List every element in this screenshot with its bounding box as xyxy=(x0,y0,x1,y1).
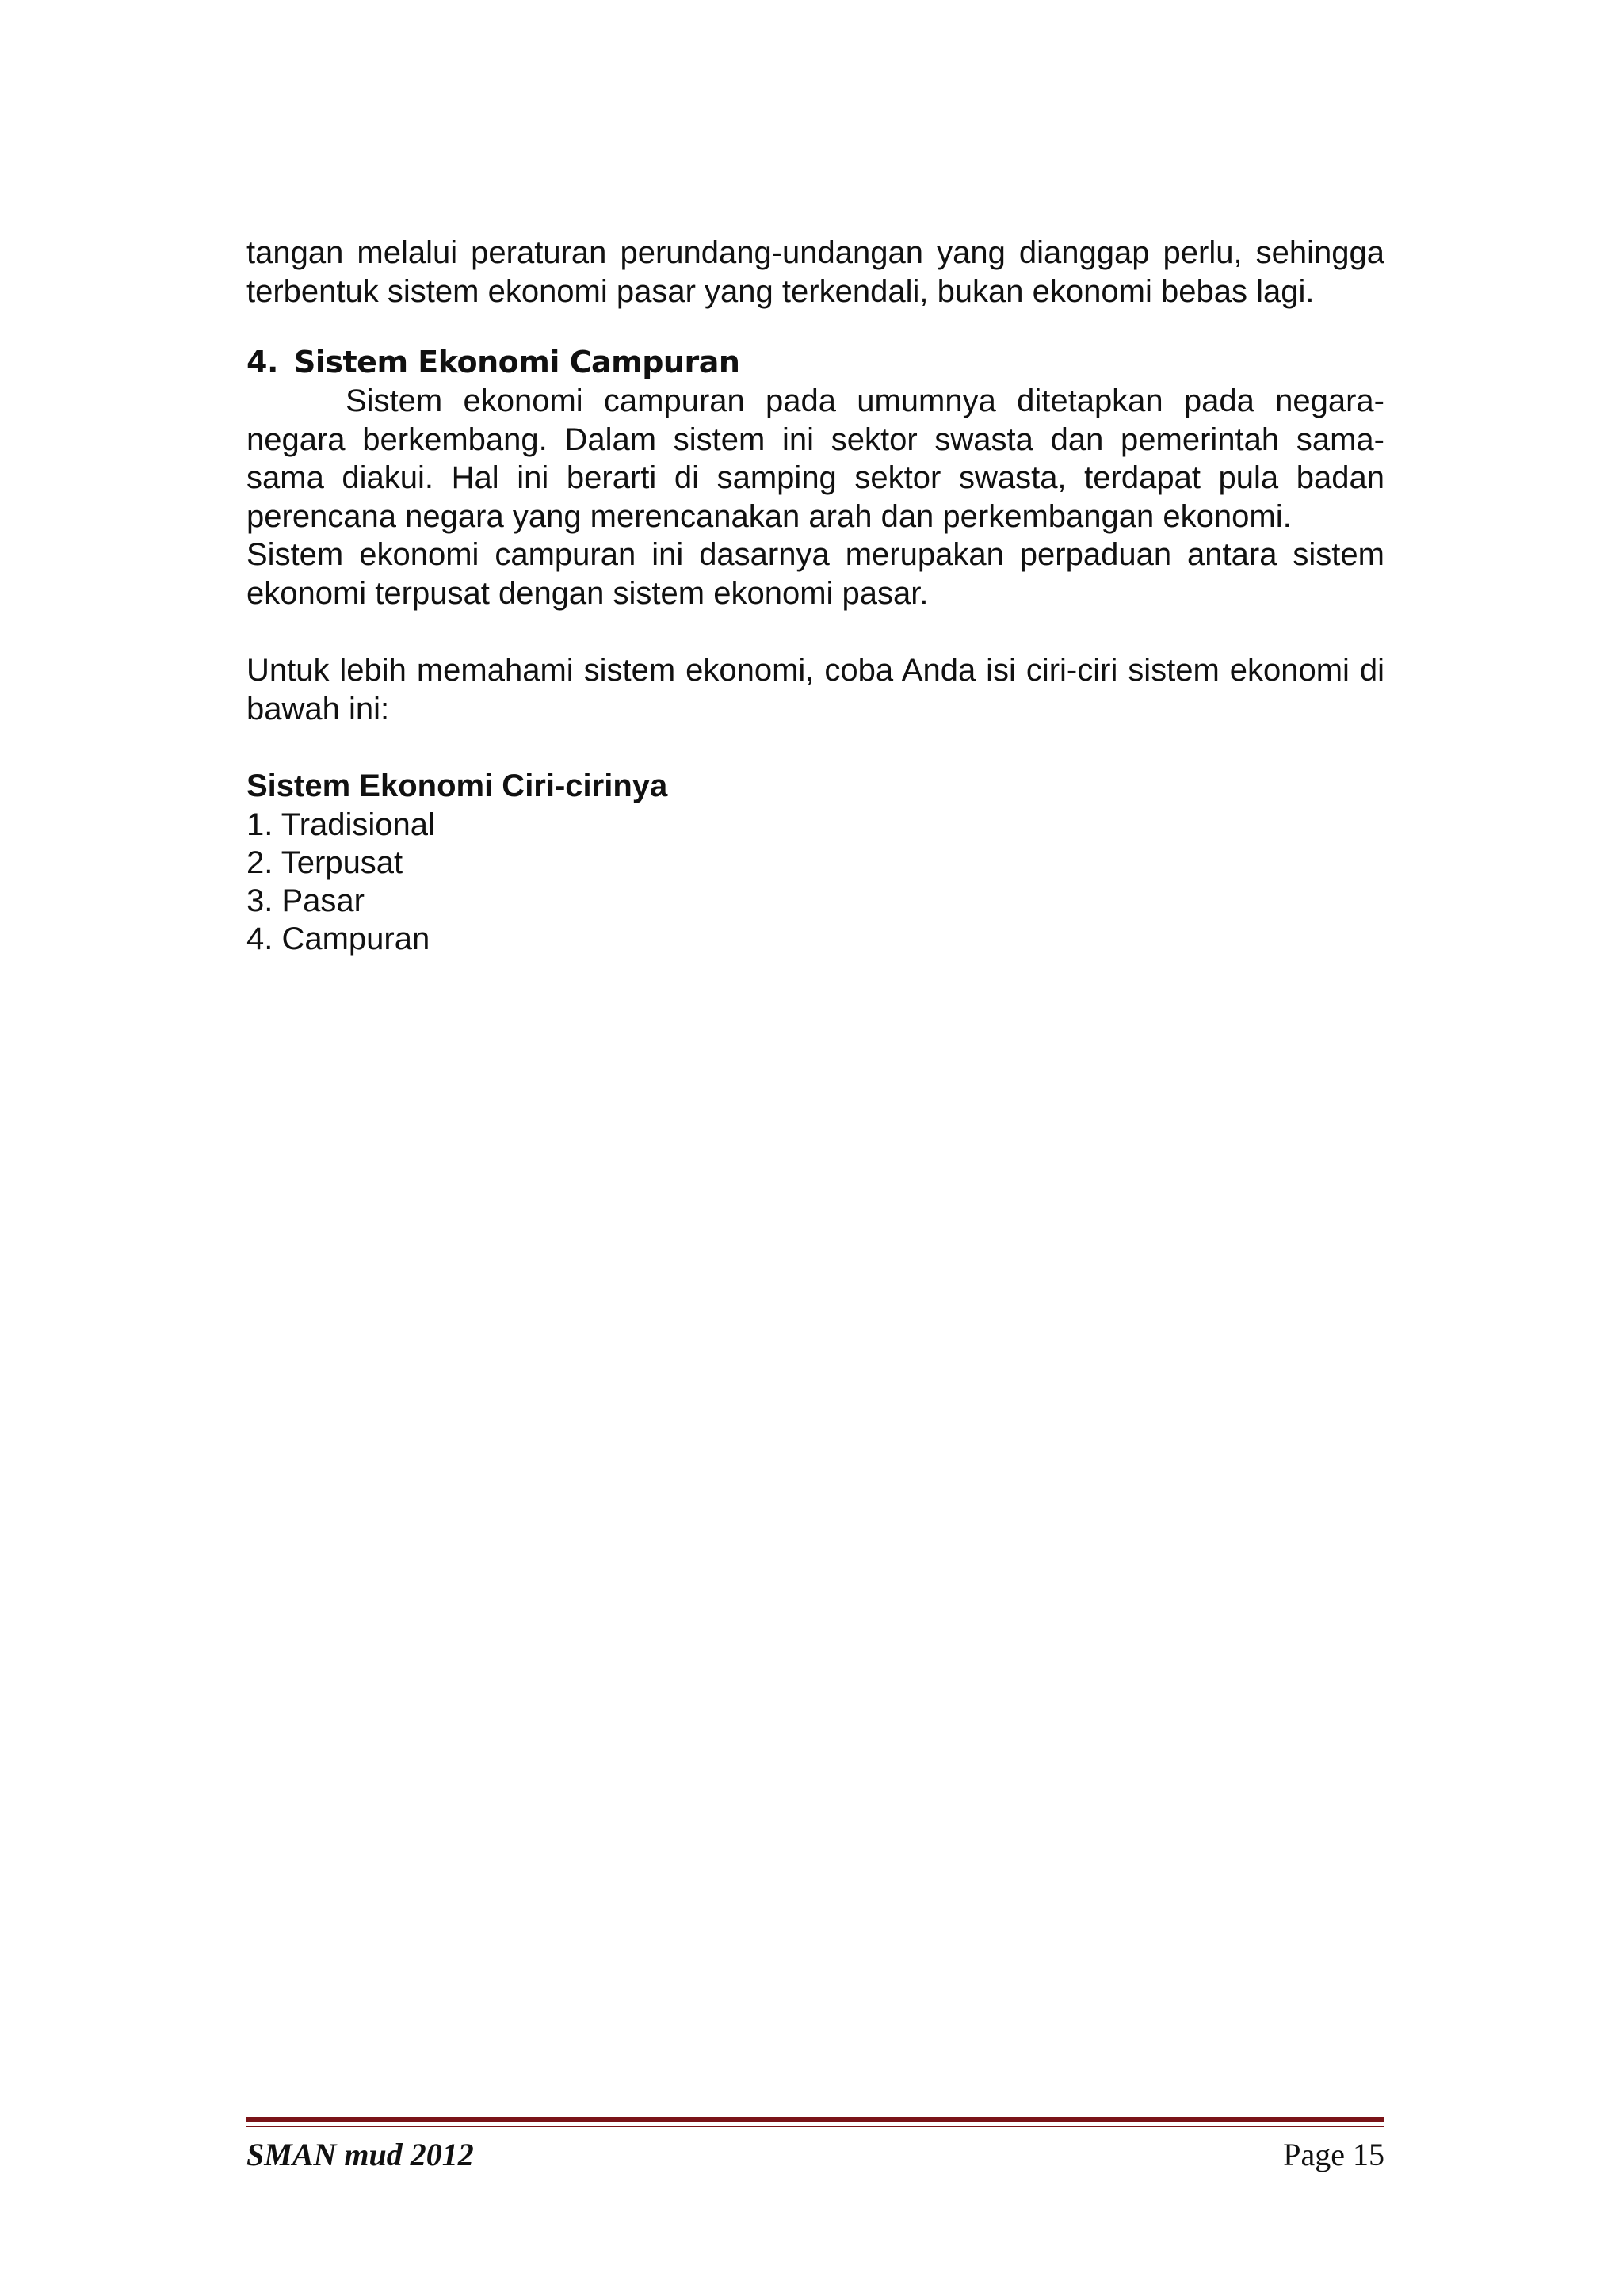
spacer xyxy=(246,612,1384,651)
footer-rule-thin xyxy=(246,2126,1384,2127)
section-heading xyxy=(246,342,1384,382)
footer-school-label: SMAN mud 2012 xyxy=(246,2137,474,2172)
list-item: 1. Tradisional xyxy=(246,807,435,842)
table-title: Sistem Ekonomi Ciri-cirinya xyxy=(246,769,668,803)
section-paragraph-1: Sistem ekonomi campuran pada umumnya ditetapkan pada negara-negara berkembang. Dalam sistem ini sektor swasta dan pemerintah sama-sama diakui. Hal ini berarti di samping sektor swasta, terdapat pula badan perencana negara yang merencanakan arah dan perkembangan ekonomi. xyxy=(246,383,1384,534)
footer-rule-thick xyxy=(246,2117,1384,2122)
list-item: 3. Pasar xyxy=(246,883,365,918)
list-item: 2. Terpusat xyxy=(246,845,403,880)
section-title: Sistem Ekonomi Campuran xyxy=(294,345,740,379)
page-content xyxy=(246,234,1384,958)
list-item: 4. Campuran xyxy=(246,921,430,956)
footer-page-number: Page 15 xyxy=(1283,2137,1384,2172)
spacer xyxy=(246,311,1384,342)
exercise-instruction: Untuk lebih memahami sistem ekonomi, coba Anda isi ciri-ciri sistem ekonomi di bawah ini: xyxy=(246,653,1384,727)
section-number: 4. xyxy=(246,345,278,379)
spacer xyxy=(246,728,1384,767)
section-paragraph-2: Sistem ekonomi campuran ini dasarnya merupakan perpaduan antara sistem ekonomi terpusat dengan sistem ekonomi pasar. xyxy=(246,537,1384,611)
intro-paragraph: tangan melalui peraturan perundang-undangan yang dianggap perlu, sehingga terbentuk sistem ekonomi pasar yang terkendali, bukan ekonomi bebas lagi. xyxy=(246,235,1384,309)
